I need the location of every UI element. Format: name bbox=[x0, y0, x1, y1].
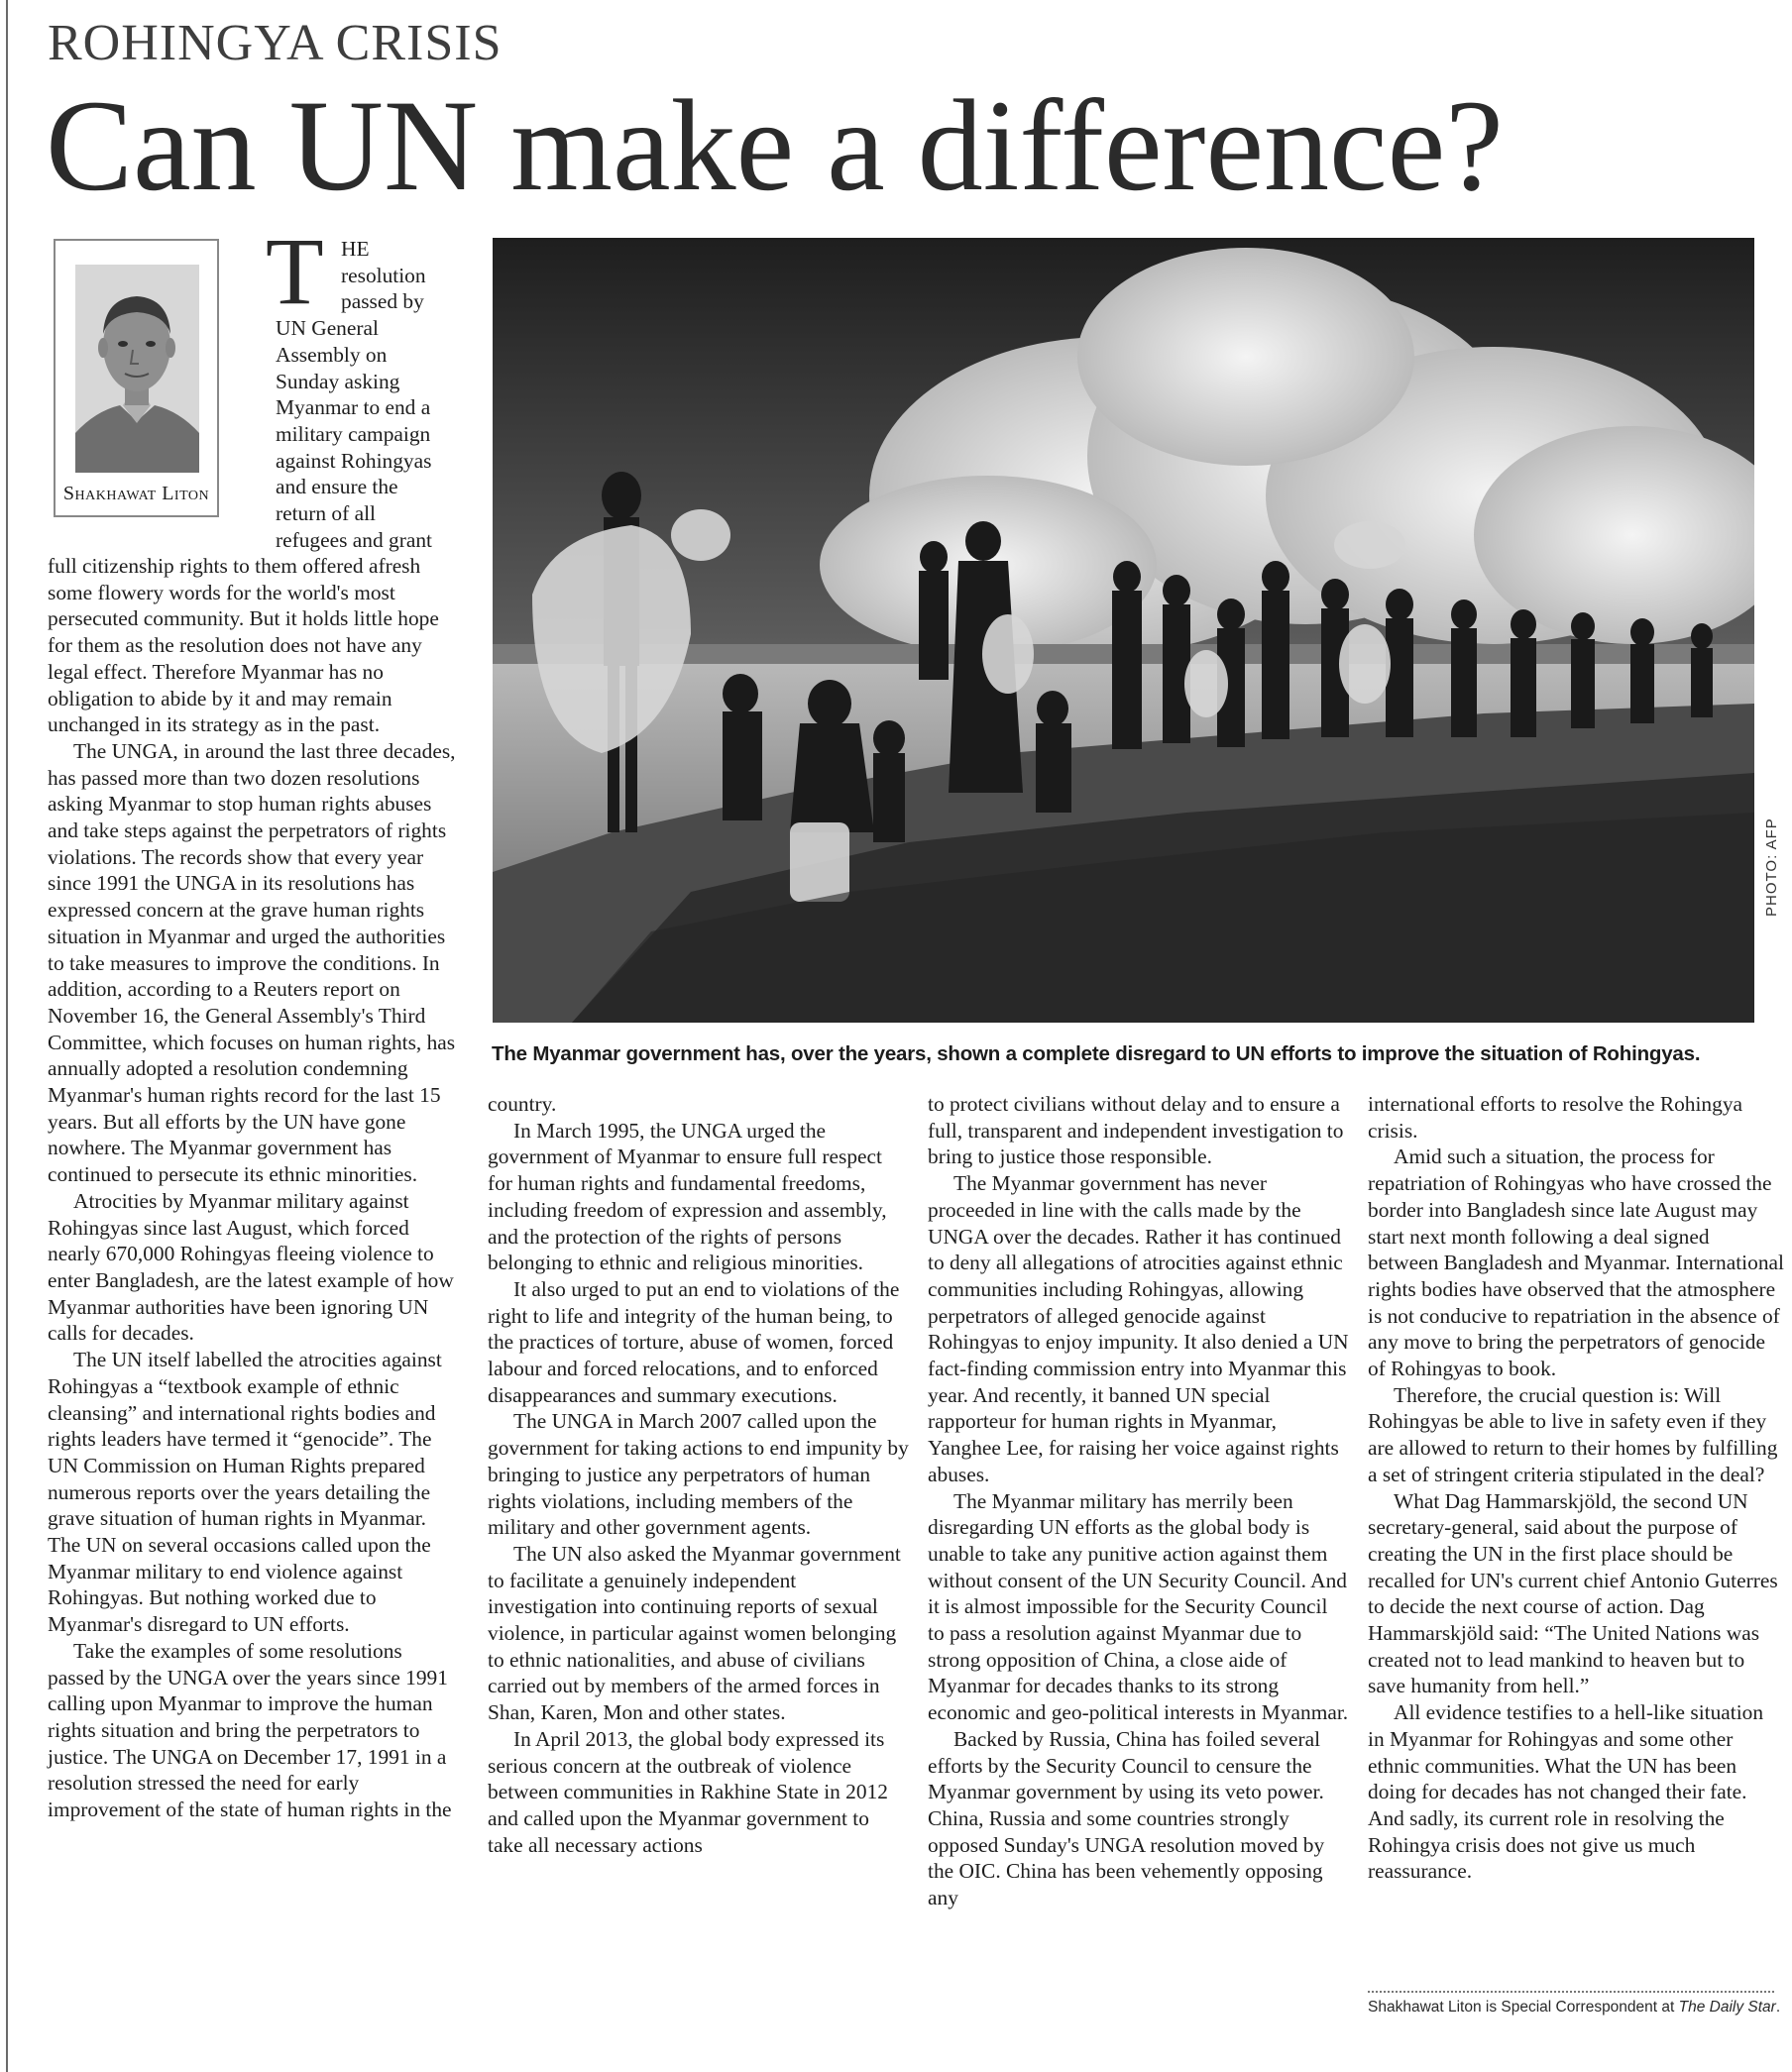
lead-line: and ensure the bbox=[276, 475, 398, 499]
refugees-photo-illustration bbox=[493, 238, 1754, 1023]
paragraph: The UNGA, in around the last three decades, has passed more than two dozen resolutions asking Myanmar to stop human rights abuses and take steps against the perpetrators of rights violations. The records show that every year since 1991 the UNGA in its resolutions has expressed concern at the grave human rights situation in Myanmar and urged the authorities to take measures to improve the conditions. In addition, according to a Reuters report on November 16, the General Assembly's Third Committee, which focuses on human rights, has annually adopted a resolution condemning Myanmar's human rights record for the last 15 years. But all efforts by the UN have gone nowhere. The Myanmar government has continued to persecute its ethnic minorities. bbox=[48, 738, 456, 1187]
author-footnote bbox=[1368, 1998, 1784, 2017]
lead-line: UN General bbox=[276, 316, 379, 341]
lead-line: against Rohingyas bbox=[276, 448, 432, 473]
lead-line: return of all bbox=[276, 501, 376, 526]
paragraph: Therefore, the crucial question is: Will Rohingyas be able to live in safety even if they are allowed to return to their homes by fulfilling a set of stringent criteria stipulated in the deal? bbox=[1368, 1382, 1778, 1486]
page-edge-rule bbox=[6, 0, 8, 2072]
article-column-4 bbox=[1368, 1091, 1784, 1885]
lead-line: military campaign bbox=[276, 421, 431, 446]
paragraph: Amid such a situation, the process for repatriation of Rohingyas who have crossed the border into Bangladesh since late August may start next month following a deal signed between Bangladesh and Myanmar. International rights bodies have observed that the atmosphere is not conducive to repatriation in the absence of any move to bring the perpetrators of genocide of Rohingyas to book. bbox=[1368, 1145, 1784, 1381]
paragraph: In April 2013, the global body expressed its serious concern at the outbreak of violence between communities in Rakhine State in 2012 and called upon the Myanmar government to take all necessary actions bbox=[488, 1726, 888, 1857]
photo-credit: PHOTO: AFP bbox=[1763, 818, 1780, 917]
paragraph: The UN itself labelled the atrocities against Rohingyas a “textbook example of ethnic cleansing” and international rights bodies and rights leaders have termed it “genocide”. The UN Commission on Human Rights prepared numerous reports over the years detailing the grave situation of human rights in Myanmar. The UN on several occasions called upon the Myanmar military to end violence against Rohingyas. But nothing worked due to Myanmar's disregard to UN efforts. bbox=[48, 1348, 442, 1637]
lead-line: Sunday asking bbox=[276, 369, 400, 393]
paragraph: The UN also asked the Myanmar government to facilitate a genuinely independent investigation into continuing reports of sexual violence, in particular against women belonging to ethnic nationalities, and abuse of civilians carried out by members of the armed forces in Shan, Karen, Mon and other states. bbox=[488, 1541, 901, 1725]
paragraph: In March 1995, the UNGA urged the government of Myanmar to ensure full respect for human rights and fundamental freedoms, including freedom of expression and assembly, and the protection of the rights of persons belonging to ethnic and religious minorities. bbox=[488, 1118, 887, 1275]
footnote-divider bbox=[1368, 1991, 1774, 1993]
lead-line: passed by bbox=[341, 289, 424, 314]
author-photo bbox=[75, 265, 199, 473]
footnote-end: . bbox=[1775, 1999, 1781, 2016]
footnote-publication: The Daily Star bbox=[1678, 1999, 1776, 2016]
drop-cap: T bbox=[266, 218, 324, 324]
lead-line: Assembly on bbox=[276, 342, 388, 367]
lead-line: refugees and grant bbox=[276, 527, 432, 552]
paragraph: The Myanmar military has merrily been disregarding UN efforts as the global body is unable to take any punitive action against them without consent of the UN Security Council. And it is almost impossible for the Security Council to pass a resolution against Myanmar due to strong opposition of China, a close aide of Myanmar for decades thanks to its strong economic and geo-political interests in Myanmar. bbox=[928, 1488, 1349, 1725]
headline: Can UN make a difference? bbox=[46, 72, 1504, 218]
lead-block bbox=[276, 236, 484, 553]
paragraph: All evidence testifies to a hell-like situation in Myanmar for Rohingyas and some other ethnic communities. What the UN has been doing for decades has not changed their fate. And sadly, its current role in resolving the Rohingya crisis does not give us much reassurance. bbox=[1368, 1700, 1764, 1884]
paragraph: country. bbox=[488, 1092, 557, 1116]
paragraph: The UNGA in March 2007 called upon the government for taking actions to end impunity by bringing to justice any perpetrators of human rights violations, including members of the military and other government agents. bbox=[488, 1409, 909, 1540]
paragraph: to protect civilians without delay and to ensure a full, transparent and independent investigation to bring to justice those responsible. bbox=[928, 1092, 1344, 1169]
lead-line: HE bbox=[341, 237, 370, 261]
article-column-2 bbox=[488, 1091, 909, 1858]
author-portrait-box bbox=[54, 239, 219, 517]
paragraph: Backed by Russia, China has foiled several efforts by the Security Council to censure the Myanmar government by using its veto power. China, Russia and some countries strongly opposed Sunday's UNGA resolution moved by the OIC. China has been vehemently opposing any bbox=[928, 1726, 1325, 1910]
paragraph: Take the examples of some resolutions passed by the UNGA over the years since 1991 calling upon Myanmar to improve the human rights situation and bring the perpetrators to justice. The UNGA on December 17, 1991 in a resolution stressed the need for early improvement of the state of human rights in the bbox=[48, 1638, 452, 1822]
article-column-3 bbox=[928, 1091, 1349, 1911]
article-photo bbox=[493, 238, 1754, 1023]
paragraph: full citizenship rights to them offered afresh some flowery words for the world's most persecuted community. But it holds little hope for them as the resolution does not have any legal effect. Therefore Myanmar has no obligation to abide by it and may remain unchanged in its strategy as in the past. bbox=[48, 554, 439, 737]
paragraph: What Dag Hammarskjöld, the second UN secretary-general, said about the purpose of creating the UN in the first place should be recalled for UN's current chief Antonio Guterres to decide the next course of action. Dag Hammarskjöld said: “The United Nations was created not to lead mankind to heaven but to save humanity from hell.” bbox=[1368, 1488, 1778, 1698]
paragraph: It also urged to put an end to violations of the right to life and integrity of the human being, to the practices of torture, abuse of women, forced labour and forced relocations, and to enforced disappearances and summary executions. bbox=[488, 1276, 900, 1407]
lead-line: Myanmar to end a bbox=[276, 395, 431, 420]
paragraph: The Myanmar government has never proceeded in line with the calls made by the UNGA over the decades. Rather it has continued to deny all allegations of atrocities against ethnic communities including Rohingyas, allowing perpetrators of alleged genocide against Rohingyas to enjoy impunity. It also denied a UN fact-finding commission entry into Myanmar this year. And recently, it banned UN special rapporteur for human rights in Myanmar, Yanghee Lee, for raising her voice against rights abuses. bbox=[928, 1171, 1349, 1486]
paragraph: international efforts to resolve the Rohingya crisis. bbox=[1368, 1092, 1743, 1143]
article-column-1 bbox=[48, 553, 464, 1823]
section-label: ROHINGYA CRISIS bbox=[48, 15, 503, 71]
author-byline: Shakhawat Liton bbox=[62, 483, 210, 504]
photo-caption: The Myanmar government has, over the years, shown a complete disregard to UN efforts to improve the situation of Rohingyas. bbox=[492, 1042, 1701, 1065]
paragraph: Atrocities by Myanmar military against Rohingyas since last August, which forced nearly 670,000 Rohingyas fleeing violence to enter Bangladesh, are the latest example of how Myanmar authorities have been ignoring UN calls for decades. bbox=[48, 1188, 454, 1346]
lead-line: resolution bbox=[341, 263, 426, 287]
footnote-text: Shakhawat Liton is Special Correspondent at bbox=[1368, 1999, 1679, 2016]
